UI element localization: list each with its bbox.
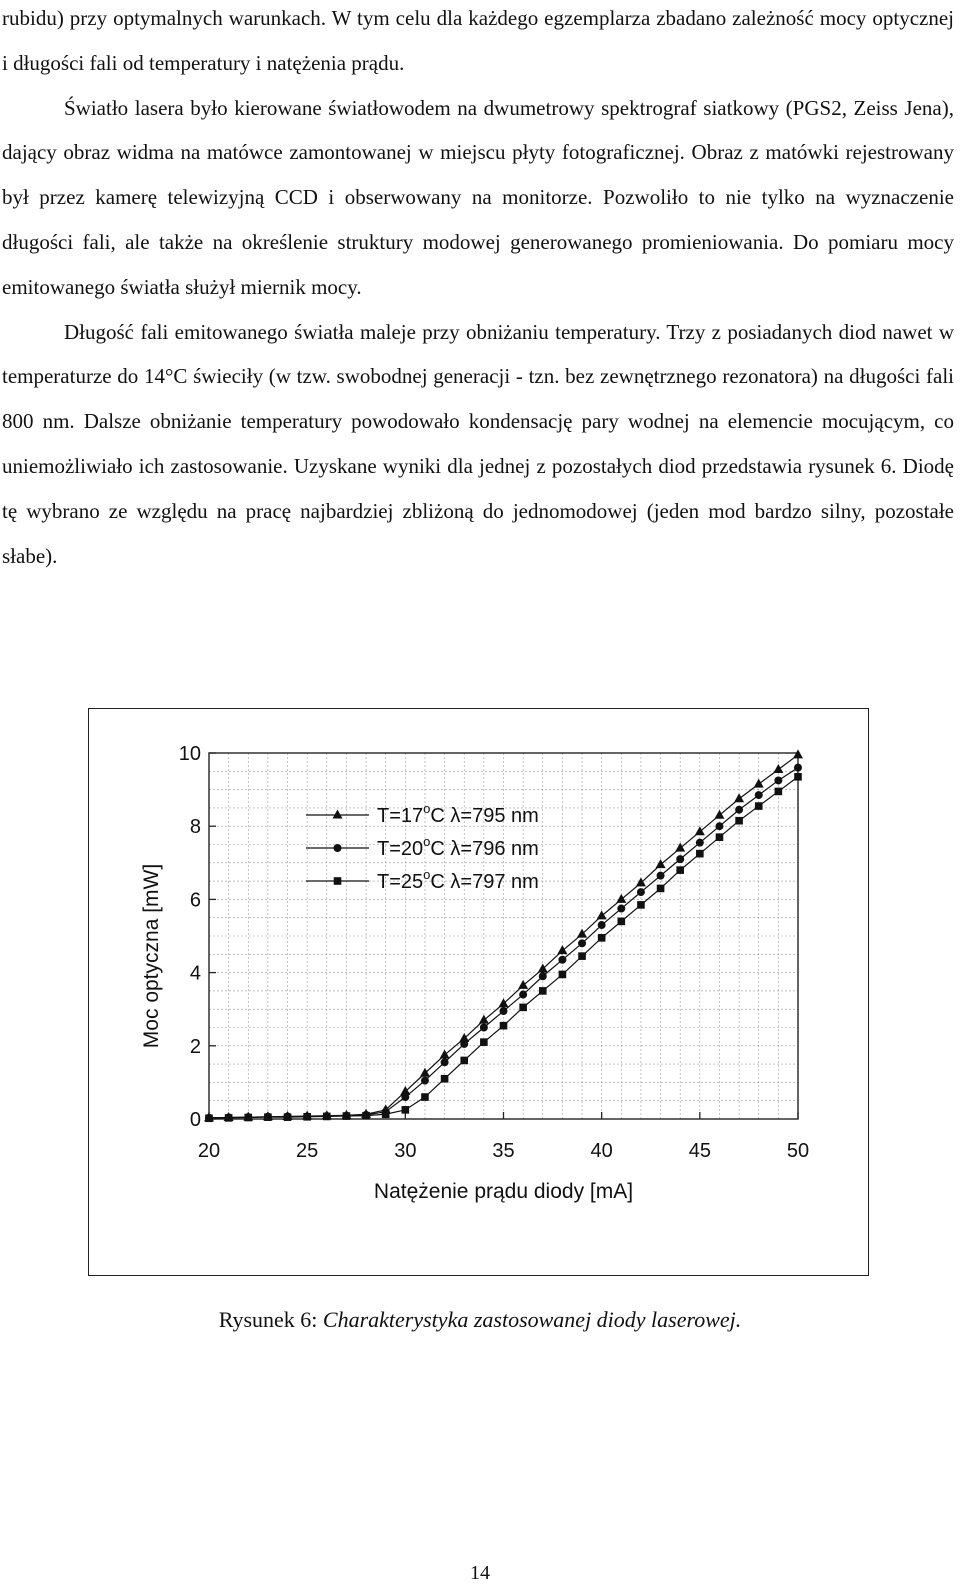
data-point xyxy=(637,901,645,909)
data-point xyxy=(735,817,743,825)
data-point xyxy=(264,1113,272,1121)
x-tick-label: 25 xyxy=(296,1140,319,1162)
data-point xyxy=(794,773,802,781)
data-point xyxy=(499,998,509,1007)
data-point xyxy=(479,1015,489,1024)
data-point xyxy=(382,1110,390,1118)
laser-diode-chart xyxy=(89,709,867,1274)
x-tick-label: 45 xyxy=(688,1140,711,1162)
data-point xyxy=(362,1112,370,1120)
data-point xyxy=(735,806,743,814)
data-point xyxy=(421,1093,429,1101)
data-point xyxy=(519,991,527,999)
data-point xyxy=(402,1106,410,1114)
data-point xyxy=(617,905,625,913)
data-point xyxy=(500,1022,508,1030)
data-point xyxy=(774,776,782,784)
data-point xyxy=(205,1114,213,1122)
figure-frame xyxy=(88,708,869,1276)
data-point xyxy=(636,877,646,886)
data-point xyxy=(557,945,567,954)
data-point xyxy=(773,764,783,773)
data-point xyxy=(500,1007,508,1015)
data-point xyxy=(343,1112,351,1120)
data-point xyxy=(793,749,803,758)
data-point xyxy=(460,1057,468,1065)
series-line xyxy=(209,777,798,1118)
data-point xyxy=(421,1077,429,1085)
data-point xyxy=(755,791,763,799)
y-axis-label: Moc optyczna [mW] xyxy=(140,863,163,1049)
data-point xyxy=(754,779,764,788)
x-tick-label: 40 xyxy=(590,1140,613,1162)
x-tick-label: 35 xyxy=(492,1140,515,1162)
paragraph-continuation: rubidu) przy optymalnych warunkach. W tym celu dla każdego egzemplarza zbadano zależność mocy optycznej i długości fali od temperatury i natężenia prądu. xyxy=(2,6,954,75)
data-point xyxy=(656,859,666,868)
data-point xyxy=(676,855,684,863)
y-tick-label: 0 xyxy=(189,1109,201,1131)
data-point xyxy=(618,918,626,926)
x-tick-label: 30 xyxy=(394,1140,417,1162)
data-point xyxy=(303,1113,311,1121)
data-point xyxy=(775,788,783,796)
y-tick-label: 6 xyxy=(189,889,201,912)
legend-entry: $T=25^oC$ λ=797 nm xyxy=(377,867,539,893)
data-point xyxy=(578,939,586,947)
data-point xyxy=(539,987,547,995)
data-point xyxy=(657,885,665,893)
data-point xyxy=(480,1038,488,1046)
data-point xyxy=(695,826,705,835)
legend-marker xyxy=(334,877,342,885)
data-point xyxy=(558,956,566,964)
page-number: 14 xyxy=(470,1562,490,1584)
data-point xyxy=(559,971,567,979)
data-point xyxy=(755,802,763,810)
y-tick-label: 4 xyxy=(189,962,201,985)
data-point xyxy=(598,934,606,942)
figure-caption xyxy=(0,1307,960,1333)
data-point xyxy=(539,972,547,980)
data-point xyxy=(676,866,684,874)
data-point xyxy=(323,1113,331,1121)
x-axis-label: Natężenie prądu diody [mA] xyxy=(373,1180,634,1203)
legend-entry: $T=17^oC$ λ=795 nm xyxy=(377,801,539,827)
legend-entry: $T=20^oC$ λ=796 nm xyxy=(377,834,539,860)
data-point xyxy=(675,843,685,852)
data-point xyxy=(460,1040,468,1048)
legend xyxy=(306,801,539,893)
data-point xyxy=(696,839,704,847)
x-tick-label: 50 xyxy=(786,1140,810,1162)
y-tick-label: 2 xyxy=(189,1035,201,1058)
caption-prefix: Rysunek 6: xyxy=(218,1307,323,1332)
data-point xyxy=(441,1058,449,1066)
data-point xyxy=(284,1113,292,1121)
data-point xyxy=(598,921,606,929)
data-point xyxy=(480,1024,488,1032)
data-point xyxy=(734,793,744,802)
paragraph-spectrograph: Światło lasera było kierowane światłowodem na dwumetrowy spektrograf siatkowy (PGS2, Zeiss Jena), dający obraz widma na matówce zamontowanej w miejscu płyty fotograficznej. Obraz z matówki rejestrowany był przez kamerę telewizyjną CCD i obserwowany na monitorze. Pozwoliło to nie tylko na wyznaczenie długości fali, ale także na określenie struktury modowej generowanego promieniowania. Do pomiaru mocy emitowanego światła służył miernik mocy. xyxy=(2,95,954,299)
data-point xyxy=(657,872,665,880)
body-text xyxy=(2,0,954,578)
y-tick-label: 10 xyxy=(178,743,201,765)
data-point xyxy=(519,1004,527,1012)
data-point xyxy=(696,850,704,858)
x-tick-label: 20 xyxy=(197,1140,221,1162)
y-tick-label: 8 xyxy=(189,816,201,839)
data-point xyxy=(794,764,802,772)
data-point xyxy=(616,894,626,903)
data-point xyxy=(441,1075,449,1083)
legend-marker xyxy=(334,844,342,852)
paragraph-wavelength: Długość fali emitowanego światła maleje przy obniżaniu temperatury. Trzy z posiadanych diod nawet w temperaturze do 14°C świeciły (w tzw. swobodnej generacji - tzn. bez zewnętrznego rezonatora) na długości fali 800 nm. Dalsze obniżanie temperatury powodowało kondensację pary wodnej na elemencie mocującym, co uniemożliwiało ich zastosowanie. Uzyskane wyniki dla jednej z pozostałych diod przedstawia rysunek 6. Diodę tę wybrano ze względu na pracę najbardziej zbliżoną do jednomodowej (jeden mod bardzo silny, pozostałe słabe). xyxy=(2,319,954,568)
data-point xyxy=(401,1093,409,1101)
data-point xyxy=(597,910,607,919)
data-point xyxy=(225,1114,233,1122)
data-point xyxy=(637,888,645,896)
data-point xyxy=(440,1049,450,1058)
data-point xyxy=(716,833,724,841)
data-point xyxy=(538,963,548,972)
data-point xyxy=(578,952,586,960)
data-point xyxy=(420,1068,430,1077)
data-point xyxy=(244,1114,252,1122)
data-point xyxy=(715,822,723,830)
caption-text: Charakterystyka zastosowanej diody laserowej. xyxy=(322,1307,742,1332)
data-point xyxy=(518,980,528,989)
data-point xyxy=(714,810,724,819)
legend-marker xyxy=(333,810,343,819)
data-point xyxy=(577,929,587,938)
